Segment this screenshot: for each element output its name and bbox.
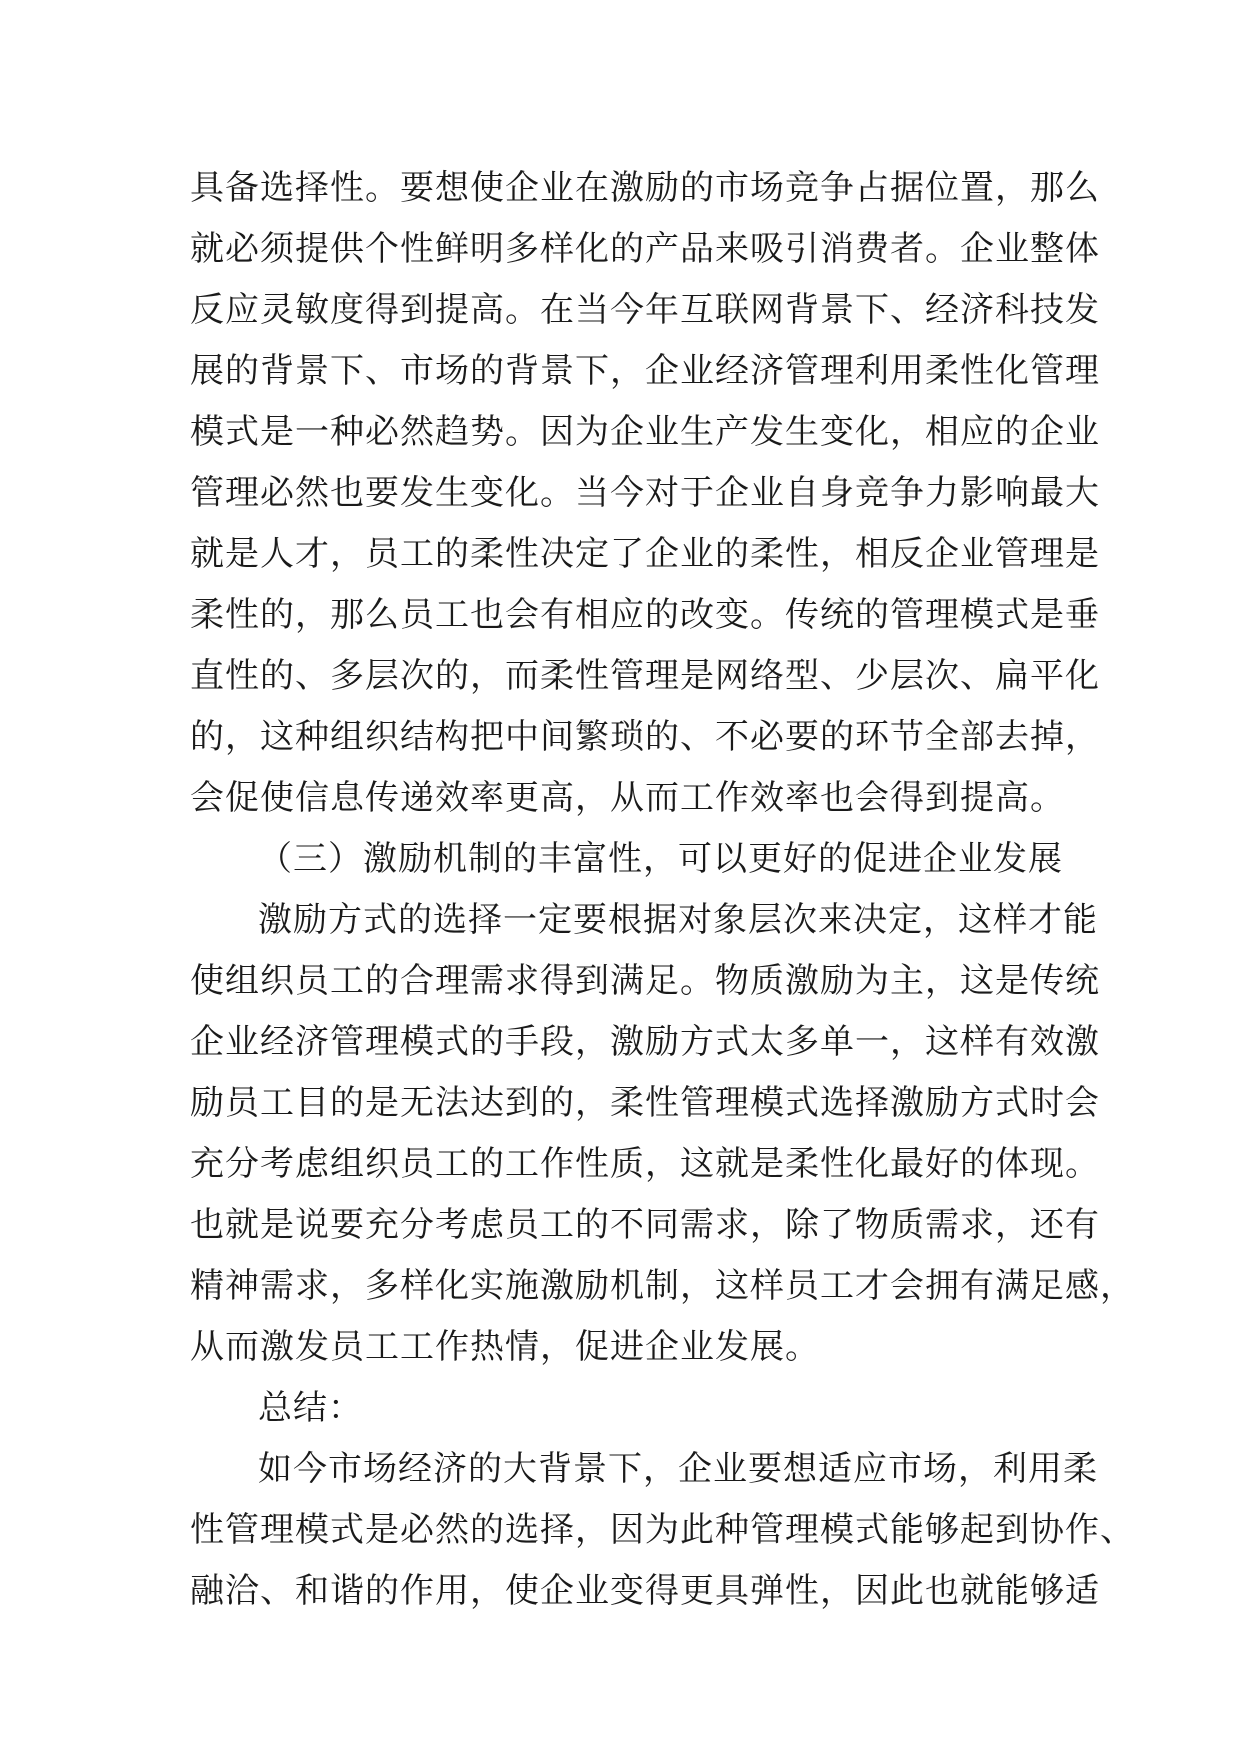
text-line: 柔性的，那么员工也会有相应的改变。传统的管理模式是垂 [190, 595, 1100, 635]
text-line: 充分考虑组织员工的工作性质，这就是柔性化最好的体现。 [190, 1144, 1100, 1184]
text-line: 融洽、和谐的作用，使企业变得更具弹性，因此也就能够适 [190, 1571, 1100, 1611]
text-line: 就是人才，员工的柔性决定了企业的柔性，相反企业管理是 [190, 534, 1100, 574]
text-line: 使组织员工的合理需求得到满足。物质激励为主，这是传统 [190, 961, 1100, 1001]
section-heading: （三）激励机制的丰富性，可以更好的促进企业发展 [258, 839, 1063, 879]
text-line: 性管理模式是必然的选择，因为此种管理模式能够起到协作、 [190, 1510, 1135, 1550]
text-line: 直性的、多层次的，而柔性管理是网络型、少层次、扁平化 [190, 656, 1100, 696]
text-line: 如今市场经济的大背景下，企业要想适应市场，利用柔 [258, 1449, 1098, 1489]
summary-heading: 总结： [258, 1388, 363, 1428]
text-line: 展的背景下、市场的背景下，企业经济管理利用柔性化管理 [190, 351, 1100, 391]
text-line: 模式是一种必然趋势。因为企业生产发生变化，相应的企业 [190, 412, 1100, 452]
text-line: 激励方式的选择一定要根据对象层次来决定，这样才能 [258, 900, 1098, 940]
text-line: 反应灵敏度得到提高。在当今年互联网背景下、经济科技发 [190, 290, 1100, 330]
text-line: 会促使信息传递效率更高，从而工作效率也会得到提高。 [190, 778, 1065, 818]
text-line: 从而激发员工工作热情，促进企业发展。 [190, 1327, 820, 1367]
text-line: 具备选择性。要想使企业在激励的市场竞争占据位置，那么 [190, 168, 1100, 208]
text-line: 的，这种组织结构把中间繁琐的、不必要的环节全部去掉， [190, 717, 1100, 757]
text-line: 精神需求，多样化实施激励机制，这样员工才会拥有满足感， [190, 1266, 1135, 1306]
text-line: 励员工目的是无法达到的，柔性管理模式选择激励方式时会 [190, 1083, 1100, 1123]
text-line: 企业经济管理模式的手段，激励方式太多单一，这样有效激 [190, 1022, 1100, 1062]
text-line: 管理必然也要发生变化。当今对于企业自身竞争力影响最大 [190, 473, 1100, 513]
text-line: 就必须提供个性鲜明多样化的产品来吸引消费者。企业整体 [190, 229, 1100, 269]
text-line: 也就是说要充分考虑员工的不同需求，除了物质需求，还有 [190, 1205, 1100, 1245]
body-text [190, 158, 1135, 1622]
